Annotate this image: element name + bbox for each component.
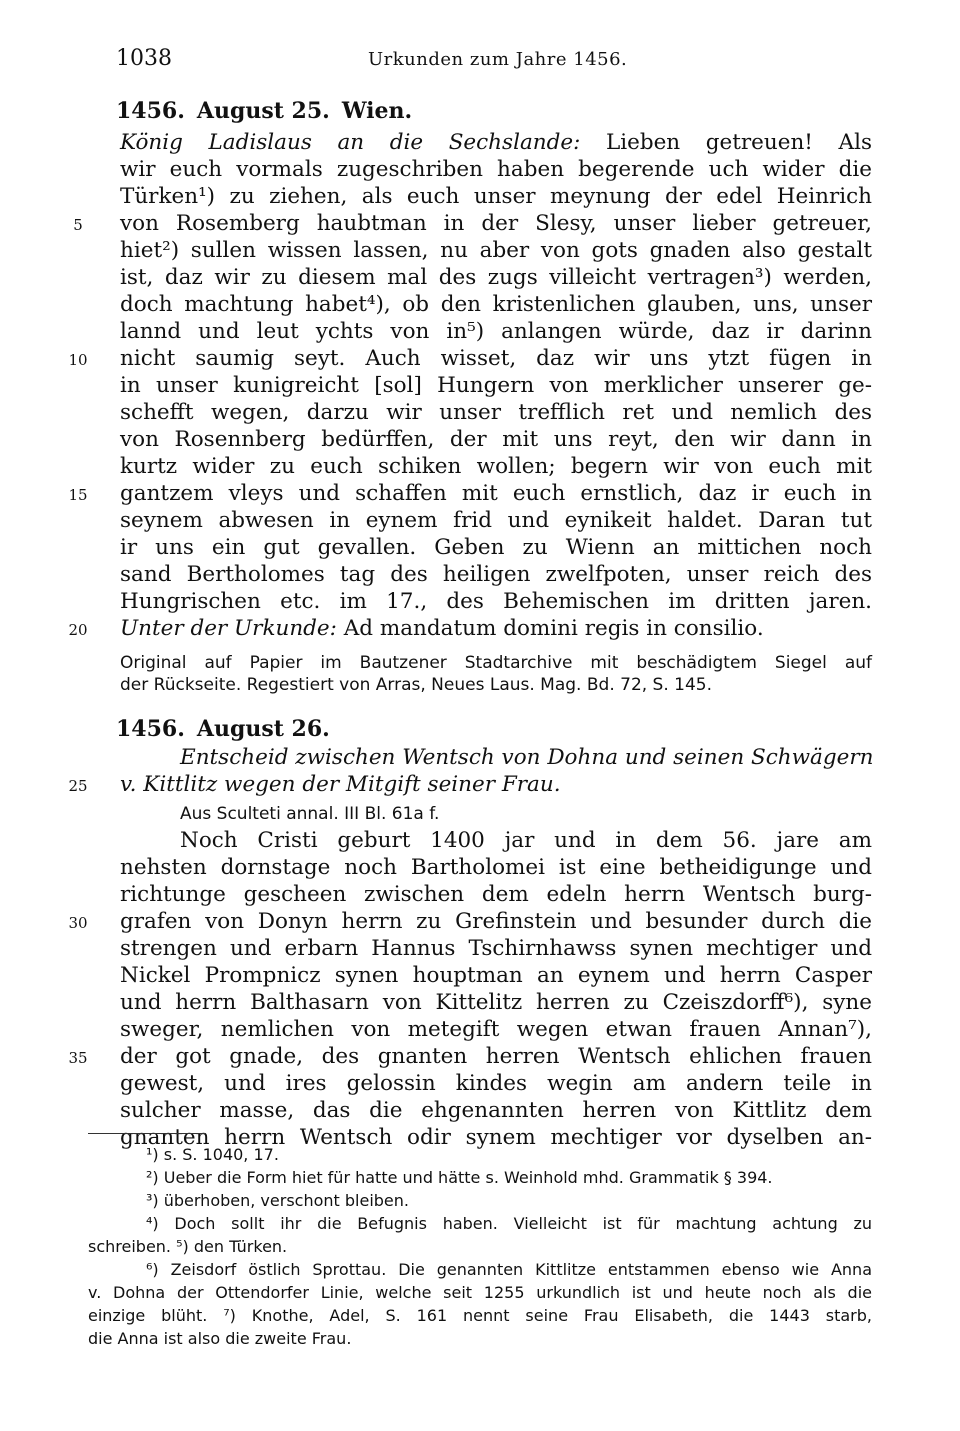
doc1-line-10: in unser kunigreicht [sol] Hungern von merklicher unserer ge- [120, 373, 872, 398]
doc2-line-11: sulcher masse, das die ehgenannten herren von Kittlitz dem [120, 1098, 872, 1123]
doc2-line-4: grafen von Donyn herrn zu Grefinstein und besunder durch die [120, 909, 872, 934]
doc1-line-3: Türken¹) zu ziehen, als euch unser meynung der edel Heinrich [120, 184, 872, 209]
line-number-5: 5 [73, 216, 83, 234]
footnote-1: ¹) s. S. 1040, 17. [146, 1145, 279, 1164]
line-number-10: 10 [68, 351, 88, 369]
doc1-source-note-2: der Rückseite. Regestiert von Arras, Neues Laus. Mag. Bd. 72, S. 145. [120, 675, 713, 695]
footnote-3: ³) überhoben, verschont bleiben. [146, 1191, 409, 1210]
line-number-20: 20 [68, 621, 88, 639]
doc2-line-8: sweger, nemlichen von metegift wegen etwan frauen Annan⁷), [120, 1017, 872, 1042]
doc1-line-5: hiet²) sullen wissen lassen, nu aber von gots gnaden also gestalt [120, 238, 872, 263]
doc2-year: 1456. [116, 716, 185, 742]
line-number-25: 25 [68, 777, 88, 795]
doc1-line-14: gantzem vleys und schaffen mit euch ernstlich, daz ir euch in [120, 481, 872, 506]
footnote-divider [88, 1133, 206, 1134]
doc1-source-note-1: Original auf Papier im Bautzener Stadtarchive mit beschädigtem Siegel auf [120, 653, 872, 673]
doc2-date: August 26. [196, 716, 330, 742]
doc1-heading [116, 98, 424, 124]
line-number-30: 30 [68, 914, 88, 932]
line-number-15: 15 [68, 486, 88, 504]
doc2-line-5: strengen und erbarn Hannus Tschirnhawss synen mechtiger und [120, 936, 872, 961]
doc1-year: 1456. [116, 98, 185, 124]
doc2-title-line-1: Entscheid zwischen Wentsch von Dohna und seinen Schwägern [180, 745, 874, 770]
line-number-35: 35 [68, 1049, 88, 1067]
doc2-source: Aus Sculteti annal. III Bl. 61a f. [180, 804, 440, 824]
page-header [116, 46, 876, 74]
doc1-line-8: lannd und leut ychts von in⁵) anlangen würde, daz ir darinn [120, 319, 872, 344]
doc1-line-17: sand Bertholomes tag des heiligen zwelfpoten, unser reich des [120, 562, 872, 587]
footnote-4: ⁴) Doch sollt ihr die Befugnis haben. Vielleicht ist für machtung achtung zu [146, 1214, 872, 1233]
doc1-date: August 25. [196, 98, 330, 124]
doc2-line-7: und herrn Balthasarn von Kittelitz herren zu Czeiszdorff⁶), syne [120, 990, 872, 1015]
doc1-line-1: König Ladislaus an die Sechslande: Lieben getreuen! Als [120, 130, 872, 155]
doc1-line-9: nicht saumig seyt. Auch wisset, daz wir uns ytzt fügen in [120, 346, 872, 371]
doc2-line-2: nehsten dornstage noch Bartholomei ist eine betheidigunge und [120, 855, 872, 880]
doc2-heading [116, 716, 342, 742]
doc2-line-10: gewest, und ires gelossin kindes wegin am andern teile in [120, 1071, 872, 1096]
doc1-place: Wien. [341, 98, 413, 124]
footnote-7: einzige blüht. ⁷) Knothe, Adel, S. 161 nennt seine Frau Elisabeth, die 1443 starb, [88, 1306, 872, 1325]
doc1-line-19: Unter der Urkunde: Ad mandatum domini regis in consilio. [120, 616, 764, 641]
doc2-line-1: Noch Cristi geburt 1400 jar und in dem 56. jare am [180, 828, 872, 853]
doc2-line-3: richtunge gescheen zwischen dem edeln herrn Wentsch burg- [120, 882, 872, 907]
doc1-line-4: von Rosemberg haubtman in der Slesy, unser lieber getreuer, [120, 211, 872, 236]
doc1-line-11: schefft wegen, darzu wir unser trefflich ret und nemlich des [120, 400, 872, 425]
doc1-line-7: doch machtung habet⁴), ob den kristenlichen glauben, uns, unser [120, 292, 872, 317]
doc2-line-9: der got gnade, des gnanten herren Wentsch ehlichen frauen [120, 1044, 872, 1069]
doc1-line-2: wir euch vormals zugeschriben haben begerende uch wider die [120, 157, 872, 182]
doc1-line-16: ir uns ein gut gevallen. Geben zu Wienn an mittichen noch [120, 535, 872, 560]
footnote-6-cont: v. Dohna der Ottendorfer Linie, welche seit 1255 urkundlich ist und heute noch als die [88, 1283, 872, 1302]
footnote-6: ⁶) Zeisdorf östlich Sprottau. Die genannten Kittlitze entstammen ebenso wie Anna [146, 1260, 872, 1279]
footnote-7-cont: die Anna ist also die zweite Frau. [88, 1329, 352, 1348]
doc1-line-15: seynem abwesen in eynem frid und eynikeit haldet. Daran tut [120, 508, 872, 533]
footnote-2: ²) Ueber die Form hiet für hatte und hätte s. Weinhold mhd. Grammatik § 394. [146, 1168, 773, 1187]
footnote-4-cont: schreiben. ⁵) den Türken. [88, 1237, 288, 1256]
doc1-line-18: Hungrischen etc. im 17., des Behemischen im dritten jaren. [120, 589, 872, 614]
running-title: Urkunden zum Jahre 1456. [368, 49, 628, 70]
doc1-line-12: von Rosennberg bedürffen, der mit uns reyt, den wir dann in [120, 427, 872, 452]
doc2-line-12: gnanten herrn Wentsch odir synem mechtiger vor dyselben an- [120, 1125, 872, 1150]
page-number: 1038 [116, 46, 172, 71]
doc1-line-6: ist, daz wir zu diesem mal des zugs villeicht vertragen³) werden, [120, 265, 872, 290]
doc2-title-line-2: v. Kittlitz wegen der Mitgift seiner Frau. [120, 772, 561, 797]
doc1-line-13: kurtz wider zu euch schiken wollen; begern wir von euch mit [120, 454, 872, 479]
doc2-line-6: Nickel Prompnicz synen houptman an eynem und herrn Casper [120, 963, 872, 988]
